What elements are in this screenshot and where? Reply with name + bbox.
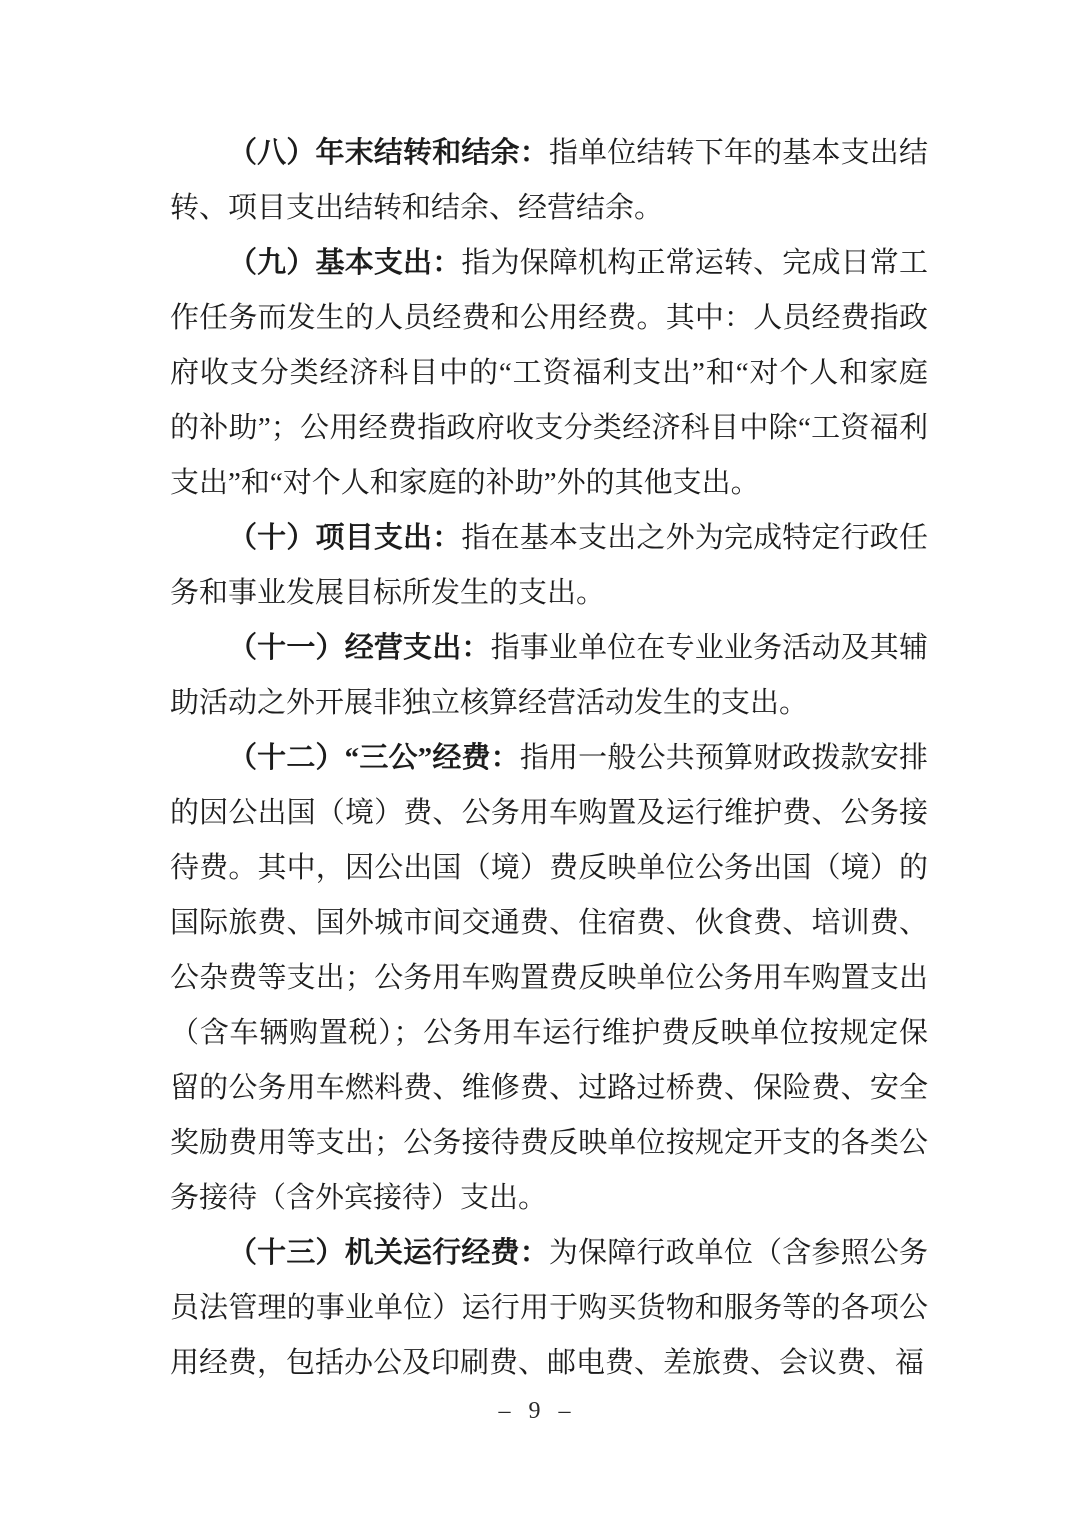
paragraph-item-10 — [170, 511, 928, 621]
paragraph-item-8 — [170, 126, 928, 236]
paragraph-lead: （九）基本支出： — [228, 247, 462, 279]
paragraph-lead: （十二）“三公”经费： — [228, 742, 520, 774]
paragraph-item-9 — [170, 236, 928, 511]
paragraph-item-13 — [170, 1226, 928, 1391]
paragraph-lead: （八）年末结转和结余： — [228, 137, 549, 169]
document-body — [170, 126, 928, 1391]
paragraph-item-12 — [170, 731, 928, 1226]
paragraph-lead: （十）项目支出： — [228, 522, 462, 554]
paragraph-body: 指事业单位在专业业务活动及其辅助活动之外开展非独立核算经营活动发生的支出。 — [170, 632, 928, 719]
paragraph-body: 指为保障机构正常运转、完成日常工作任务而发生的人员经费和公用经费。其中：人员经费指政府收支分类经济科目中的“工资福利支出”和“对个人和家庭的补助”；公用经费指政府收支分类经济科目中除“工资福利支出”和“对个人和家庭的补助”外的其他支出。 — [170, 247, 928, 499]
paragraph-body: 指用一般公共预算财政拨款安排的因公出国（境）费、公务用车购置及运行维护费、公务接待费。其中，因公出国（境）费反映单位公务出国（境）的国际旅费、国外城市间交通费、住宿费、伙食费、培训费、公杂费等支出；公务用车购置费反映单位公务用车购置支出（含车辆购置税）；公务用车运行维护费反映单位按规定保留的公务用车燃料费、维修费、过路过桥费、保险费、安全奖励费用等支出；公务接待费反映单位按规定开支的各类公务接待（含外宾接待）支出。 — [170, 742, 928, 1214]
paragraph-lead: （十一）经营支出： — [228, 632, 491, 664]
paragraph-body: 为保障行政单位（含参照公务员法管理的事业单位）运行用于购买货物和服务等的各项公用经费，包括办公及印刷费、邮电费、差旅费、会议费、福 — [170, 1237, 928, 1379]
paragraph-body: 指在基本支出之外为完成特定行政任务和事业发展目标所发生的支出。 — [170, 522, 928, 609]
paragraph-item-11 — [170, 621, 928, 731]
page-number: – 9 – — [498, 1398, 577, 1424]
paragraph-body: 指单位结转下年的基本支出结转、项目支出结转和结余、经营结余。 — [170, 137, 928, 224]
paragraph-lead: （十三）机关运行经费： — [228, 1237, 549, 1269]
